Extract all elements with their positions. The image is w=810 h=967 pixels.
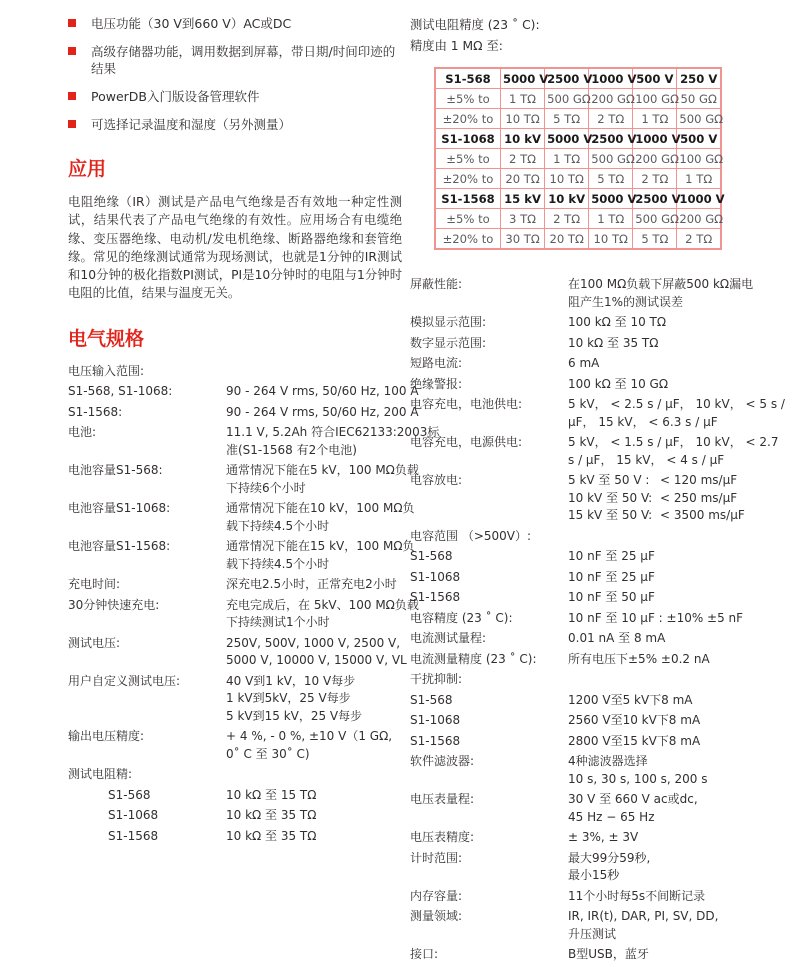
spec-value: [568, 651, 750, 669]
spec-value-line: 载下持续4.5个小时: [226, 556, 330, 571]
spec-value-line: 11个小时每5s不间断记录: [568, 888, 706, 903]
spec-value-line: 0.01 nA 至 8 mA: [568, 631, 666, 645]
spec-label: 充电时间:: [68, 577, 121, 592]
accuracy-table-cell: 2 TΩ: [633, 169, 677, 189]
spec-value-line: 5 kV， < 2.5 s / μF， 10 kV， < 5 s /: [568, 397, 785, 411]
accuracy-table-cell: 5000 V: [589, 189, 633, 209]
spec-value-line: 阻产生1%的测试误差: [568, 294, 684, 309]
spec-value: [226, 424, 439, 459]
spec-value: [226, 538, 415, 573]
accuracy-table-cell: 500 GΩ: [545, 89, 589, 109]
spec-value: [568, 276, 753, 311]
bullet-square-icon: [68, 47, 76, 55]
accuracy-table-cell: ±5% to: [435, 209, 501, 229]
spec-value: [568, 610, 750, 628]
spec-label: S1-1068: [410, 713, 461, 727]
spec-label: 数字显示范围:: [410, 335, 487, 350]
accuracy-table-cell: 500 GΩ: [589, 149, 633, 169]
spec-label: 计时范围:: [410, 850, 463, 865]
spec-value-line: 10 nF 至 25 μF: [568, 549, 655, 563]
feature-text: 高级存储器功能，调用数据到屏幕，带日期/时间印迹的结果: [91, 44, 396, 76]
spec-row: [68, 673, 402, 726]
spec-label: S1-1068: [108, 808, 159, 823]
spec-value: [226, 673, 402, 726]
spec-value-line: + 4 %, - 0 %, ±10 V（1 GΩ,: [226, 729, 393, 744]
spec-label: 电压表精度:: [410, 830, 475, 844]
accuracy-table-cell: 10 TΩ: [589, 229, 633, 250]
spec-row: [68, 787, 402, 805]
spec-value-line: 10 kΩ 至 35 TΩ: [226, 828, 317, 843]
spec-value-line: 10 kΩ 至 35 TΩ: [568, 335, 659, 350]
accuracy-table-cell: 1 TΩ: [677, 169, 721, 189]
spec-value-line: B型USB，蓝牙: [568, 947, 649, 961]
accuracy-table: [434, 67, 725, 250]
spec-label: S1-568, S1-1068:: [68, 384, 173, 399]
spec-value-line: 通常情况下能在10 kV，100 MΩ负: [226, 501, 415, 516]
spec-value-line: s / μF， 15 kV， < 4 s / μF: [568, 452, 725, 467]
spec-value-line: 5 kV到15 kV，25 V每步: [226, 708, 363, 723]
spec-value: [226, 383, 419, 401]
spec-value: [568, 888, 750, 906]
spec-value: [568, 528, 750, 546]
spec-row: [410, 335, 750, 353]
spec-label: 测试电压:: [68, 635, 121, 650]
spec-label: 电流测量精度 (23 ˚ C):: [410, 651, 537, 666]
spec-value: [226, 728, 402, 763]
spec-value-line: 通常情况下能在15 kV，100 MΩ负: [226, 539, 415, 554]
spec-row: [410, 908, 750, 943]
accuracy-table-cell: 10 kV: [501, 129, 545, 149]
bullet-square-icon: [68, 92, 76, 100]
spec-value-line: 1200 V至5 kV下8 mA: [568, 692, 693, 707]
spec-value-line: 充电完成后，在 5kV、100 MΩ负载: [226, 597, 419, 612]
spec-row: [410, 850, 750, 885]
section-title-electrical: 电气规格: [68, 327, 145, 350]
spec-row: [68, 766, 402, 784]
spec-value: [568, 569, 750, 587]
accuracy-table-row: [435, 109, 721, 129]
spec-value: [226, 462, 419, 497]
accuracy-table-cell: 2500 V: [633, 189, 677, 209]
spec-value: [568, 712, 750, 730]
spec-label: S1-568: [410, 692, 453, 707]
spec-value: [568, 630, 750, 648]
bullet-square-icon: [68, 19, 76, 27]
accuracy-table-row: [435, 189, 721, 209]
spec-value: [568, 946, 750, 964]
spec-row: [410, 610, 750, 628]
accuracy-table-cell: 20 TΩ: [545, 229, 589, 250]
accuracy-table-cell: ±5% to: [435, 89, 501, 109]
spec-label: 电容范围 （>500V）:: [410, 528, 532, 543]
accuracy-table-row: [435, 129, 721, 149]
accuracy-table-subtitle: 精度由 1 MΩ 至:: [410, 39, 503, 53]
spec-value: [568, 850, 750, 885]
spec-row: [410, 791, 750, 826]
accuracy-table-cell: 200 GΩ: [633, 149, 677, 169]
spec-row: [410, 888, 750, 906]
feature-item: [68, 15, 402, 32]
spec-value: [226, 807, 402, 825]
spec-row: [410, 946, 750, 964]
accuracy-table-cell: 1 TΩ: [633, 109, 677, 129]
accuracy-table-cell: 100 GΩ: [633, 89, 677, 109]
spec-row: [410, 548, 750, 566]
spec-value-pair: [568, 472, 750, 490]
accuracy-table-cell: 1000 V: [633, 129, 677, 149]
spec-value-line: 下持续6个小时: [226, 480, 306, 495]
right-column: [410, 15, 785, 967]
spec-row: [68, 728, 402, 763]
accuracy-table-cell: 1000 V: [589, 68, 633, 89]
spec-value-line: 10 nF 至 25 μF: [568, 569, 655, 584]
spec-label: 测量领域:: [410, 909, 463, 923]
spec-value: [568, 791, 750, 826]
accuracy-table-cell: 2 TΩ: [589, 109, 633, 129]
bullet-square-icon: [68, 120, 76, 128]
feature-item: [68, 43, 402, 77]
spec-value: [568, 472, 750, 525]
accuracy-table-cell: 2 TΩ: [545, 209, 589, 229]
spec-value-line: 100 kΩ 至 10 TΩ: [568, 315, 667, 329]
spec-value-pair: [568, 507, 750, 525]
accuracy-table-cell: 2500 V: [545, 68, 589, 89]
spec-row: [410, 733, 750, 751]
spec-label: 30分钟快速充电:: [68, 597, 160, 612]
spec-pair-limit: < 120 ms/μF: [660, 473, 738, 487]
application-paragraph: 电阻绝缘（IR）测试是产品电气绝缘是否有效地一种定性测试，结果代表了产品电气绝缘的有效性。应用场合有电缆绝缘、变压器绝缘、电动机/发电机绝缘、断路器绝缘和套管绝缘。常见的绝缘测试通常为现场测试，也就是1分钟的IR测试和10分钟的极化指数PI测试，PI是10分钟时的电阻与1分钟时电阻的比值，结果与温度无关。: [68, 195, 402, 301]
spec-value: [226, 500, 415, 535]
spec-label: 用户自定义测试电压:: [68, 673, 181, 688]
spec-value: [568, 434, 778, 469]
accuracy-table-cell: ±20% to: [435, 169, 501, 189]
spec-label: 电池容量S1-1068:: [68, 501, 171, 516]
spec-row: [68, 828, 402, 846]
accuracy-table-cell: 15 kV: [501, 189, 545, 209]
spec-value-line: 5 kV， < 1.5 s / μF， 10 kV， < 2.7: [568, 435, 779, 449]
accuracy-table-row: [435, 89, 721, 109]
spec-row: [68, 807, 402, 825]
spec-value-line: 4种滤波器选择: [568, 754, 648, 768]
spec-value-line: 90 - 264 V rms, 50/60 Hz, 100 A: [226, 384, 419, 399]
spec-value: [568, 671, 750, 689]
spec-row: [410, 528, 750, 546]
spec-row: [410, 651, 750, 669]
spec-value-line: 在100 MΩ负载下屏蔽500 kΩ漏电: [568, 277, 754, 291]
spec-label: 输出电压精度:: [68, 729, 145, 744]
accuracy-table-cell: 2500 V: [589, 129, 633, 149]
spec-row: [410, 753, 750, 788]
spec-value-line: 1 kV到5kV，25 V每步: [226, 691, 351, 706]
accuracy-table-cell: 1 TΩ: [501, 89, 545, 109]
accuracy-table-cell: 10 TΩ: [501, 109, 545, 129]
spec-value-line: 升压测试: [568, 926, 617, 941]
spec-row: [410, 314, 750, 332]
spec-value: [568, 355, 750, 373]
spec-value: [226, 766, 402, 784]
accuracy-table-cell: 100 GΩ: [677, 149, 721, 169]
accuracy-table-cell: 1000 V: [677, 189, 721, 209]
spec-row: [410, 630, 750, 648]
accuracy-table-row: [435, 169, 721, 189]
spec-row: [410, 829, 750, 847]
spec-label: 电池:: [68, 425, 97, 440]
spec-value: [568, 335, 750, 353]
accuracy-table-cell: 5000 V: [545, 129, 589, 149]
accuracy-table-cell: 200 GΩ: [677, 209, 721, 229]
accuracy-table-cell: 500 V: [633, 68, 677, 89]
accuracy-table-cell: 5 TΩ: [589, 169, 633, 189]
spec-row: [410, 376, 750, 394]
accuracy-table-cell: S1-1068: [435, 129, 501, 149]
spec-value-line: 5000 V, 10000 V, 15000 V, VL: [226, 653, 407, 668]
spec-label: 绝缘警报:: [410, 376, 463, 391]
spec-label: 电容放电:: [410, 473, 463, 487]
spec-pair-limit: < 250 ms/μF: [660, 490, 738, 505]
spec-value-line: 11.1 V, 5.2Ah 符合IEC62133:2003标: [226, 425, 440, 440]
spec-value: [568, 396, 785, 431]
spec-value-line: 40 V到1 kV，10 V每步: [226, 673, 356, 688]
spec-row: [410, 396, 785, 431]
spec-label: 电容充电，电源供电:: [410, 435, 523, 449]
spec-value-line: 100 kΩ 至 10 GΩ: [568, 376, 669, 391]
spec-value: [568, 908, 750, 943]
spec-value-line: 45 Hz − 65 Hz: [568, 809, 655, 824]
spec-value-line: μF， 15 kV， < 6.3 s / μF: [568, 414, 718, 429]
spec-label: S1-1568: [410, 733, 461, 748]
spec-value-line: IR, IR(t), DAR, PI, SV, DD,: [568, 909, 719, 923]
spec-value-line: 30 V 至 660 V ac或dc,: [568, 792, 698, 806]
accuracy-table-cell: ±20% to: [435, 229, 501, 250]
spec-pair-range: 15 kV 至 50 V:: [568, 508, 653, 522]
spec-label: 屏蔽性能:: [410, 277, 463, 291]
spec-value: [568, 314, 750, 332]
spec-label: 电容精度 (23 ˚ C):: [410, 610, 513, 625]
spec-row: [68, 424, 440, 459]
spec-label: 软件滤波器:: [410, 754, 475, 768]
spec-pair-range: 10 kV 至 50 V:: [568, 490, 653, 505]
spec-value-line: 准(S1-1568 有2个电池): [226, 442, 357, 457]
spec-row: [68, 383, 419, 401]
spec-value: [226, 635, 407, 670]
right-spec-list: [410, 276, 785, 964]
spec-label: S1-568: [108, 787, 151, 802]
spec-value-line: 所有电压下±5% ±0.2 nA: [568, 651, 710, 666]
spec-value-line: 深充电2.5小时，正常充电2小时: [226, 577, 397, 592]
spec-row: [410, 472, 750, 525]
spec-row: [410, 712, 750, 730]
accuracy-table-cell: S1-568: [435, 68, 501, 89]
spec-value: [568, 589, 750, 607]
accuracy-table-cell: 50 GΩ: [677, 89, 721, 109]
spec-label: 短路电流:: [410, 356, 463, 370]
spec-label: S1-1568: [410, 590, 461, 604]
accuracy-table-cell: ±5% to: [435, 149, 501, 169]
spec-value: [226, 404, 419, 422]
spec-label: S1-568: [410, 549, 453, 563]
accuracy-table-cell: 20 TΩ: [501, 169, 545, 189]
spec-row: [410, 355, 750, 373]
accuracy-table-cell: 5 TΩ: [633, 229, 677, 250]
spec-value-line: 250V, 500V, 1000 V, 2500 V,: [226, 635, 401, 650]
spec-value-line: 6 mA: [568, 356, 600, 370]
accuracy-table-cell: 3 TΩ: [501, 209, 545, 229]
spec-row: [68, 462, 419, 497]
spec-label: 接口:: [410, 947, 439, 961]
feature-item: [68, 116, 402, 133]
accuracy-table-row: [435, 149, 721, 169]
spec-row: [410, 589, 750, 607]
spec-label: 模拟显示范围:: [410, 315, 487, 329]
spec-pair-limit: < 3500 ms/μF: [660, 508, 745, 522]
spec-label: 电池容量S1-1568:: [68, 539, 171, 554]
accuracy-table-cell: ±20% to: [435, 109, 501, 129]
spec-label: S1-1568: [108, 828, 159, 843]
feature-text: PowerDB入门版设备管理软件: [91, 89, 260, 104]
feature-list: [68, 15, 402, 133]
spec-label: 电流测试量程:: [410, 631, 487, 645]
spec-label: 电池容量S1-568:: [68, 463, 163, 478]
accuracy-table-cell: 200 GΩ: [589, 89, 633, 109]
spec-value-pair: [568, 490, 750, 508]
spec-value: [568, 692, 750, 710]
spec-value: [226, 576, 402, 594]
accuracy-table-row: [435, 68, 721, 89]
spec-value-line: 载下持续4.5个小时: [226, 518, 330, 533]
spec-value: [226, 597, 419, 632]
spec-value-line: 90 - 264 V rms, 50/60 Hz, 200 A: [226, 404, 419, 419]
spec-value-line: 最大99分59秒,: [568, 850, 651, 865]
spec-pair-range: 5 kV 至 50 V :: [568, 473, 650, 487]
spec-row: [68, 500, 415, 535]
spec-row: [410, 434, 779, 469]
accuracy-table-cell: 500 GΩ: [677, 109, 721, 129]
feature-text: 可选择记录温度和湿度（另外测量）: [91, 117, 292, 132]
spec-row: [68, 635, 407, 670]
spec-label: 内存容量:: [410, 888, 463, 903]
spec-value-line: 10 kΩ 至 35 TΩ: [226, 808, 317, 823]
accuracy-table-row: [435, 229, 721, 250]
accuracy-table-cell: 10 kV: [545, 189, 589, 209]
spec-row: [410, 276, 754, 311]
spec-value: [568, 548, 750, 566]
accuracy-table-cell: 1 TΩ: [545, 149, 589, 169]
feature-text: 电压功能（30 V到660 V）AC或DC: [91, 16, 292, 31]
spec-value: [568, 829, 750, 847]
spec-label: 电压输入范围:: [68, 363, 145, 378]
spec-row: [410, 671, 750, 689]
accuracy-table-cell: 5000 V: [501, 68, 545, 89]
spec-row: [410, 569, 750, 587]
spec-value-line: 0˚ C 至 30˚ C): [226, 746, 310, 761]
accuracy-table-cell: 1 TΩ: [589, 209, 633, 229]
accuracy-table-cell: 2 TΩ: [677, 229, 721, 250]
spec-value-line: 10 s, 30 s, 100 s, 200 s: [568, 771, 708, 786]
accuracy-table-title: 测试电阻精度 (23 ˚ C):: [410, 18, 540, 32]
spec-value-line: ± 3%, ± 3V: [568, 830, 639, 844]
spec-row: [68, 597, 419, 632]
spec-label: 电容充电，电池供电:: [410, 397, 523, 411]
spec-value-line: 2800 V至15 kV下8 mA: [568, 733, 701, 748]
spec-label: 电压表量程:: [410, 792, 475, 806]
spec-value: [226, 828, 402, 846]
spec-value: [226, 363, 402, 381]
spec-value-line: 10 kΩ 至 15 TΩ: [226, 787, 317, 802]
spec-row: [68, 576, 402, 594]
spec-value: [568, 733, 750, 751]
spec-value: [226, 787, 402, 805]
section-title-application: 应用: [68, 158, 107, 180]
spec-row: [68, 363, 402, 381]
accuracy-table-row: [435, 209, 721, 229]
accuracy-table-cell: 2 TΩ: [501, 149, 545, 169]
accuracy-table-cell: 500 V: [677, 129, 721, 149]
accuracy-table-cell: 5 TΩ: [545, 109, 589, 129]
spec-value-line: 2560 V至10 kV下8 mA: [568, 713, 701, 727]
spec-value-line: 通常情况下能在5 kV，100 MΩ负载: [226, 463, 419, 478]
spec-label: 干扰抑制:: [410, 672, 463, 686]
spec-value: [568, 753, 750, 788]
spec-row: [68, 538, 415, 573]
spec-label: S1-1068: [410, 569, 461, 584]
accuracy-table-cell: 500 GΩ: [633, 209, 677, 229]
spec-label: 测试电阻精:: [68, 767, 133, 782]
spec-value-line: 10 nF 至 10 μF : ±10% ±5 nF: [568, 610, 744, 625]
accuracy-table-cell: 30 TΩ: [501, 229, 545, 250]
spec-value-line: 10 nF 至 50 μF: [568, 590, 655, 604]
feature-item: [68, 88, 402, 105]
accuracy-table-cell: 10 TΩ: [545, 169, 589, 189]
spec-row: [410, 692, 750, 710]
spec-row: [68, 404, 419, 422]
spec-label: S1-1568:: [68, 404, 123, 419]
accuracy-table-cell: 250 V: [677, 68, 721, 89]
accuracy-table-cell: S1-1568: [435, 189, 501, 209]
accuracy-table-body: [435, 68, 725, 249]
spec-value: [568, 376, 750, 394]
spec-value-line: 最小15秒: [568, 868, 620, 882]
spec-value-line: 下持续测试1个小时: [226, 615, 330, 630]
